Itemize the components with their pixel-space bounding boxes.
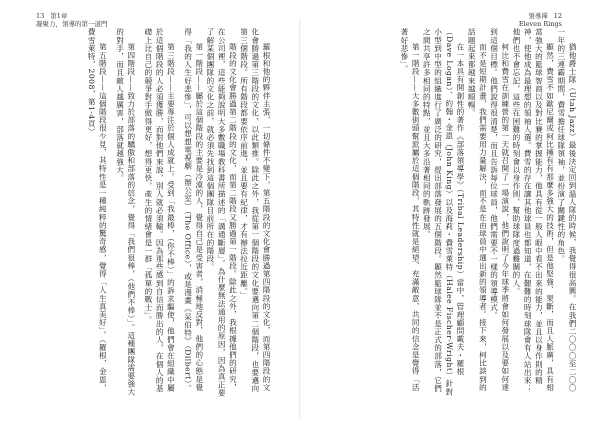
left-page-body (36, 28, 272, 398)
left-paragraph-stage4: 第四階段——致力於部落的驕傲和部落的信念，覺得「我們很棒，（他們不棒）」。這種團隊需要強大的對手，而且敵人越厲害，部落就越強大。 (115, 28, 136, 397)
right-page-body (326, 28, 578, 398)
left-page-header (36, 12, 108, 28)
right-paragraph-2: 顯然，費雪不如歐尼爾或柯比擁有有那麼多強大的技術，但是他堅強、果斷，而且人脈廣，具有相當強大的籃球智商以及對比賽的掌握能力，他具有從一般人眼中看不出來的能力，並且以身作則的精神，使他成為最理想的領袖人選。費雪的存在讓其他球員也都知道，在艱難的時刻球隊會有人站出來；他們也不會忘記，這些在困難的時刻會以身作則、幫助球隊度過難關的人。 (511, 28, 555, 393)
right-running-subtitle: Eleven Rings (518, 20, 562, 28)
left-paragraph-stage3: 第三階段——主要專注於個人成就上。受到「我最棒，（你不棒）」的訴求驅使，他們會在組織中屬於這個階段的人必須獲勝，而對他們來說，別人就必須輸。因為那些感到自信而勝出的人，在個人的基礎上比自己的競爭對手做得更好，想得更快，產生的情緒會是一群「孤單的戰士」。 (143, 28, 176, 393)
right-paragraph-1: 猶他爵士隊（Utah Jazz）最後決定回到溫人隊的時候，我覺得很高興。在我們二〇〇〇至二〇〇一年的三連霸期間，費雪擔任球隊領袖，並扮演了關鍵性的角色。 (556, 28, 577, 393)
right-running-title: 領導禪 (528, 12, 548, 20)
right-paragraph-stage1: 第一階段——大多數街頭幫派屬於這個階段，其特性就是絕望、充滿敵意，共同的信念是覺得「活著好悲慘」。 (399, 28, 421, 392)
left-paragraph-stage1: 第一階段——屬於這個階段的主要是冷漠的人，覺得自己是受害者，消極地反對，他們的心態是覺得「我的人生好悲慘」，可以想想電視劇（辦公室）（The Office），或是漫畫《呆伯特》（Dilbert）。 (183, 28, 204, 393)
left-chapter-label: 第1章 (50, 12, 68, 20)
right-page-number: 12 (553, 12, 562, 20)
right-paragraph-4: 而不是短期計畫，我們需要用力量解決，而不是在由球員中選出新的領導者。接下來，柯比談到的話題起來都越來越順暢。 (467, 28, 488, 392)
left-page-number: 13 (36, 12, 45, 20)
left-paragraph-stage5: 第五階段——這個階段很少見，其特性是一種純粹的驚奇感，覺得「人生真美好」。（羅根，金恩，費雪萊特，2008，第1-4頁） (87, 28, 108, 392)
right-page (300, 0, 600, 426)
right-paragraph-5: 在一本具有開創性的著作《部落領導學》（Tribal Leadership）當中，管理顧問戴夫・羅根（Dave Logan）、約翰・金恩（John King）以及海莉・費雪萊特（Halee Fischer-Wright）針對小型到中型的組織進行了廣泛的研究，提出部落發展的五個階段。顯然籃球隊並不是正式的部落，它們之間共享許多相同的特點，並且大多沿著相同的軌跡發展。 (422, 28, 465, 396)
right-page-header (519, 12, 562, 28)
left-running-title: 凝聚力，領導的第一道門 (36, 20, 108, 28)
left-paragraph-2: 階段的文化會勝過第二階段的文化，而第二階段又勝過第一階段。除此之外，我根據他們的研究，在公司裡，這些能夠說明大多數職場教科書所描述的「溝通斷層」。為什麼無法通用的原因，因為真正要了解某個團隊的文化之前，就必須先找到這個團隊目前所在的階段。 (205, 28, 238, 397)
left-paragraph-1: 羅根和他的夥伴主張，一切條件不變下，第五階段的文化會勝過第四階段的文化，而第四階段的文化會勝過第三階段的文化，以此類推。除此之外，我從第一個階段的文化要邁向第二個階段，也要邁向第三個階段。所有階段都要依序前進，並且要有紀律，才有辦法拉近距離。」 (239, 28, 271, 393)
right-paragraph-3: 柯比和費雪在訓練營的第一天就召開了一場演說，他們說明了今年球季將會如何發展以及要如何達到這個目標。他們說得很清楚，而且告訴每位球員，他們需要不一樣的領導模式。 (489, 28, 510, 392)
